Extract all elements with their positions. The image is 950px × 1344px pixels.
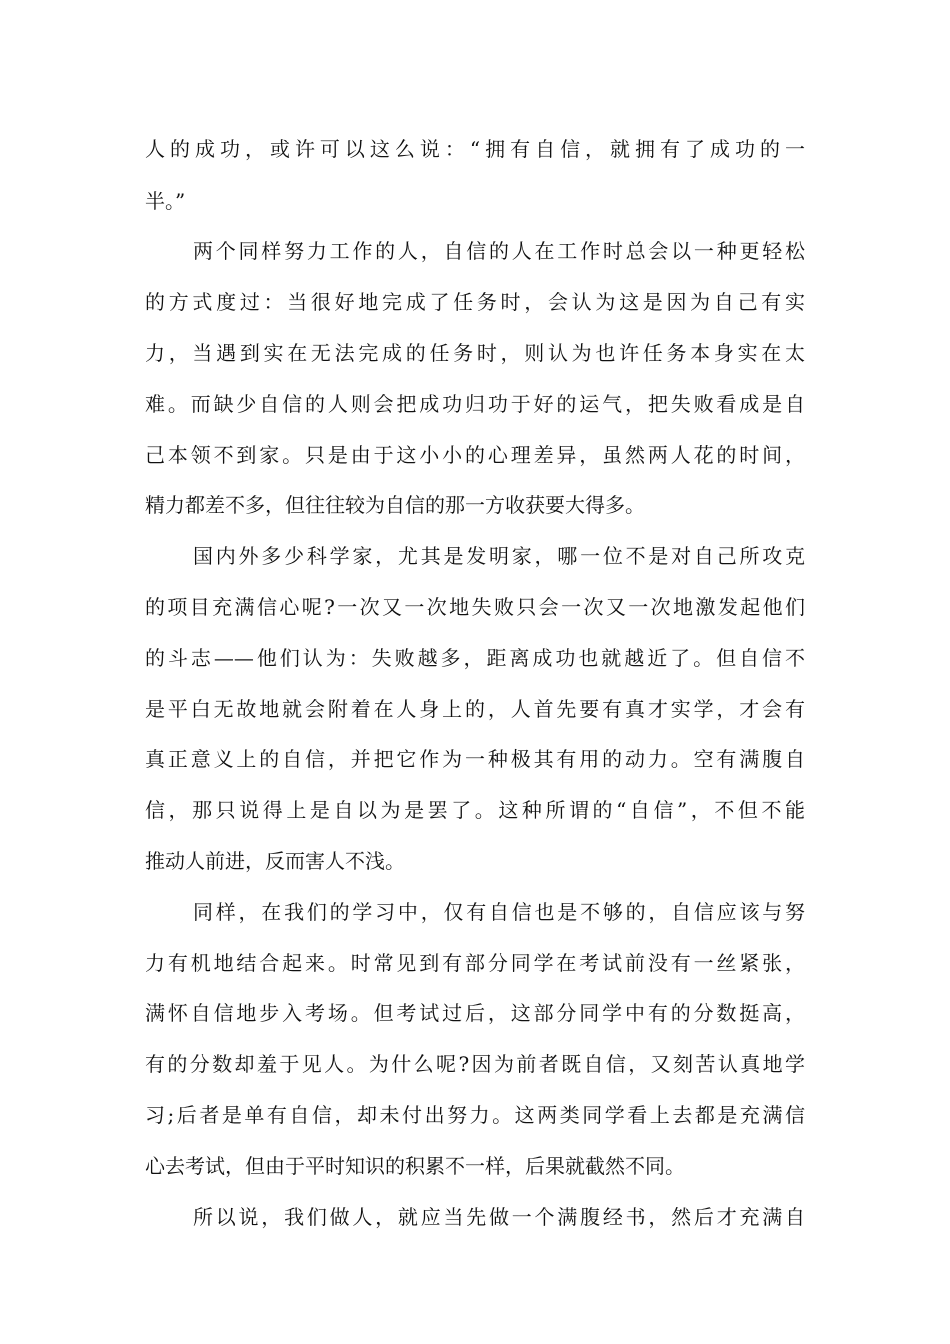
text-line: 同样，在我们的学习中，仅有自信也是不够的，自信应该与努 xyxy=(193,900,805,924)
text-line: 人的成功，或许可以这么说：“拥有自信，就拥有了成功的一 xyxy=(145,137,805,161)
text-line: 国内外多少科学家，尤其是发明家，哪一位不是对自己所攻克 xyxy=(193,544,805,568)
text-line: 半。” xyxy=(145,189,186,213)
text-line: 满怀自信地步入考场。但考试过后，这部分同学中有的分数挺高， xyxy=(145,1001,805,1025)
text-line: 的斗志——他们认为：失败越多，距离成功也就越近了。但自信不 xyxy=(145,646,805,670)
text-line: 有的分数却羞于见人。为什么呢?因为前者既自信，又刻苦认真地学 xyxy=(145,1052,805,1076)
text-line: 的项目充满信心呢?一次又一次地失败只会一次又一次地激发起他们 xyxy=(145,595,805,619)
text-line: 难。而缺少自信的人则会把成功归功于好的运气，把失败看成是自 xyxy=(145,392,805,416)
text-line: 所以说，我们做人，就应当先做一个满腹经书，然后才充满自 xyxy=(193,1205,805,1229)
text-line: 心去考试，但由于平时知识的积累不一样，后果就截然不同。 xyxy=(145,1154,685,1178)
text-line: 真正意义上的自信，并把它作为一种极其有用的动力。空有满腹自 xyxy=(145,747,805,771)
text-line: 习;后者是单有自信，却未付出努力。这两类同学看上去都是充满信 xyxy=(145,1103,805,1127)
text-line: 信，那只说得上是自以为是罢了。这种所谓的“自信”，不但不能 xyxy=(145,798,805,822)
text-line: 力，当遇到实在无法完成的任务时，则认为也许任务本身实在太 xyxy=(145,341,805,365)
text-line: 的方式度过：当很好地完成了任务时，会认为这是因为自己有实 xyxy=(145,290,805,314)
text-line: 精力都差不多，但往往较为自信的那一方收获要大得多。 xyxy=(145,493,645,517)
text-line: 力有机地结合起来。时常见到有部分同学在考试前没有一丝紧张， xyxy=(145,951,805,975)
text-line: 己本领不到家。只是由于这小小的心理差异，虽然两人花的时间， xyxy=(145,443,805,467)
text-line: 推动人前进，反而害人不浅。 xyxy=(145,849,405,873)
text-line: 两个同样努力工作的人，自信的人在工作时总会以一种更轻松 xyxy=(193,239,805,263)
text-line: 是平白无故地就会附着在人身上的，人首先要有真才实学，才会有 xyxy=(145,697,805,721)
